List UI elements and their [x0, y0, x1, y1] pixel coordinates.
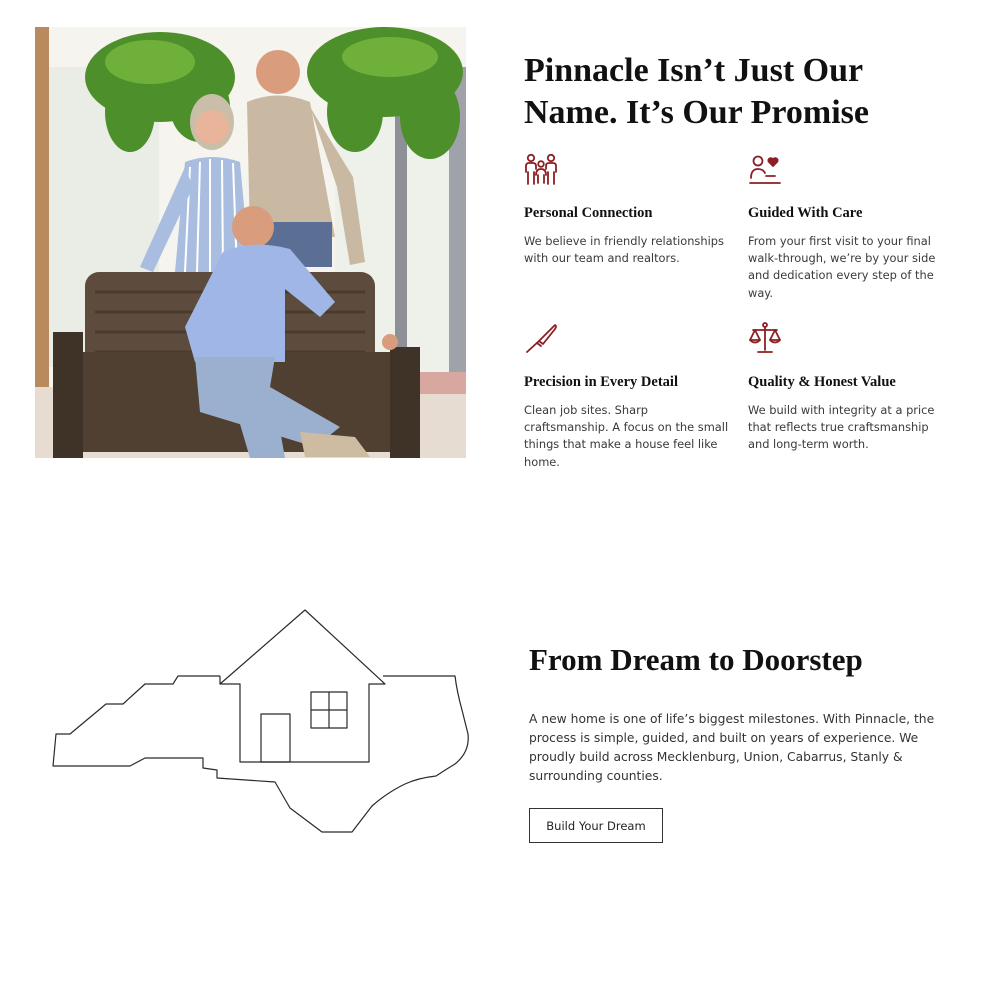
balance-scale-icon	[748, 321, 782, 355]
nc-house-illustration	[50, 606, 474, 838]
feature-text: Clean job sites. Sharp craftsmanship. A focus on the small things that make a house feel like home.	[524, 403, 729, 469]
feature-title: Quality & Honest Value	[748, 374, 896, 390]
team-photo-illustration	[35, 27, 466, 458]
dream-body: A new home is one of life’s biggest milestones. With Pinnacle, the process is simple, guided, and built on years of experience. We proudly build across Mecklenburg, Union, Cabarrus, Stanly & surrounding counties.	[529, 712, 935, 783]
scalpel-icon	[524, 321, 558, 355]
dream-title: From Dream to Doorstep	[529, 642, 863, 677]
feature-title: Personal Connection	[524, 205, 653, 221]
feature-text: We build with integrity at a price that reflects true craftsmanship and long-term worth.	[748, 403, 935, 452]
people-icon	[524, 152, 558, 186]
promise-title-line-1: Pinnacle Isn’t Just Our	[524, 52, 864, 89]
feature-quality-honest-value	[748, 321, 948, 454]
feature-text: From your first visit to your final walk-through, we’re by your side and dedication every step of the way.	[748, 234, 936, 300]
feature-title: Guided With Care	[748, 205, 863, 221]
team-photo	[35, 27, 466, 458]
promise-title-line-2: Name. It’s Our Promise	[524, 94, 869, 131]
feature-title: Precision in Every Detail	[524, 374, 678, 390]
feature-guided-with-care	[748, 152, 948, 302]
build-your-dream-button[interactable]: Build Your Dream	[529, 808, 663, 843]
feature-personal-connection	[524, 152, 736, 267]
user-heart-icon	[748, 152, 782, 186]
promise-title	[524, 50, 964, 134]
feature-precision-in-every-detail	[524, 321, 736, 471]
feature-text: We believe in friendly relationships with our team and realtors.	[524, 234, 724, 266]
